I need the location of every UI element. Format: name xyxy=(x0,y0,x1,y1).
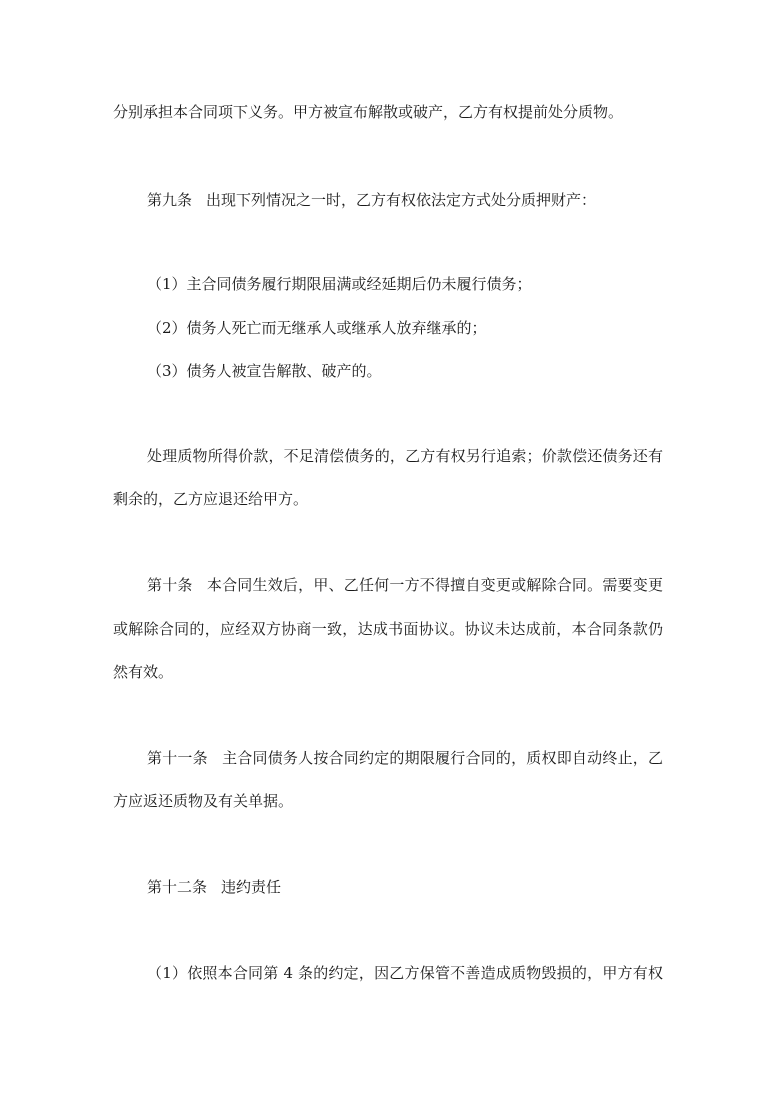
text: （2）债务人死亡而无继承人或继承人放弃继承的； xyxy=(147,319,487,337)
article-text: 出现下列情况之一时，乙方有权依法定方式处分质押财产： xyxy=(206,191,597,209)
article-number: 第十条 xyxy=(147,576,193,594)
article-11-heading xyxy=(147,748,663,768)
paragraph-line xyxy=(147,446,663,466)
text: 处理质物所得价款，不足清偿债务的，乙方有权另行追索；价款偿还债务还有 xyxy=(147,447,663,465)
article-10-heading xyxy=(147,575,663,595)
article-title: 违约责任 xyxy=(221,878,282,896)
paragraph-line xyxy=(113,791,663,811)
paragraph-line xyxy=(113,489,663,509)
text: （1）依照本合同第 4 条的约定，因乙方保管不善造成质物毁损的，甲方有权 xyxy=(147,964,663,982)
list-item xyxy=(147,361,663,381)
list-item xyxy=(147,318,663,338)
article-9-heading xyxy=(147,190,663,210)
article-12-heading xyxy=(147,877,663,897)
paragraph-line xyxy=(113,619,663,639)
text: 剩余的，乙方应退还给甲方。 xyxy=(113,490,309,508)
text: （3）债务人被宣告解散、破产的。 xyxy=(147,362,382,380)
text: 或解除合同的，应经双方协商一致，达成书面协议。协议未达成前，本合同条款仍 xyxy=(113,620,663,638)
paragraph-line xyxy=(113,102,663,122)
text: （1）主合同债务履行期限届满或经延期后仍未履行债务； xyxy=(147,275,532,293)
article-text: 主合同债务人按合同约定的期限履行合同的，质权即自动终止，乙 xyxy=(221,749,663,767)
list-item xyxy=(147,963,663,983)
article-number: 第十二条 xyxy=(147,878,208,896)
list-item xyxy=(147,274,663,294)
text: 分别承担本合同项下义务。甲方被宣布解散或破产，乙方有权提前处分质物。 xyxy=(113,103,624,121)
text: 然有效。 xyxy=(113,663,174,681)
text: 方应返还质物及有关单据。 xyxy=(113,792,294,810)
paragraph-line xyxy=(113,662,663,682)
article-text: 本合同生效后，甲、乙任何一方不得擅自变更或解除合同。需要变更 xyxy=(206,576,663,594)
article-number: 第十一条 xyxy=(147,749,208,767)
article-number: 第九条 xyxy=(147,191,193,209)
